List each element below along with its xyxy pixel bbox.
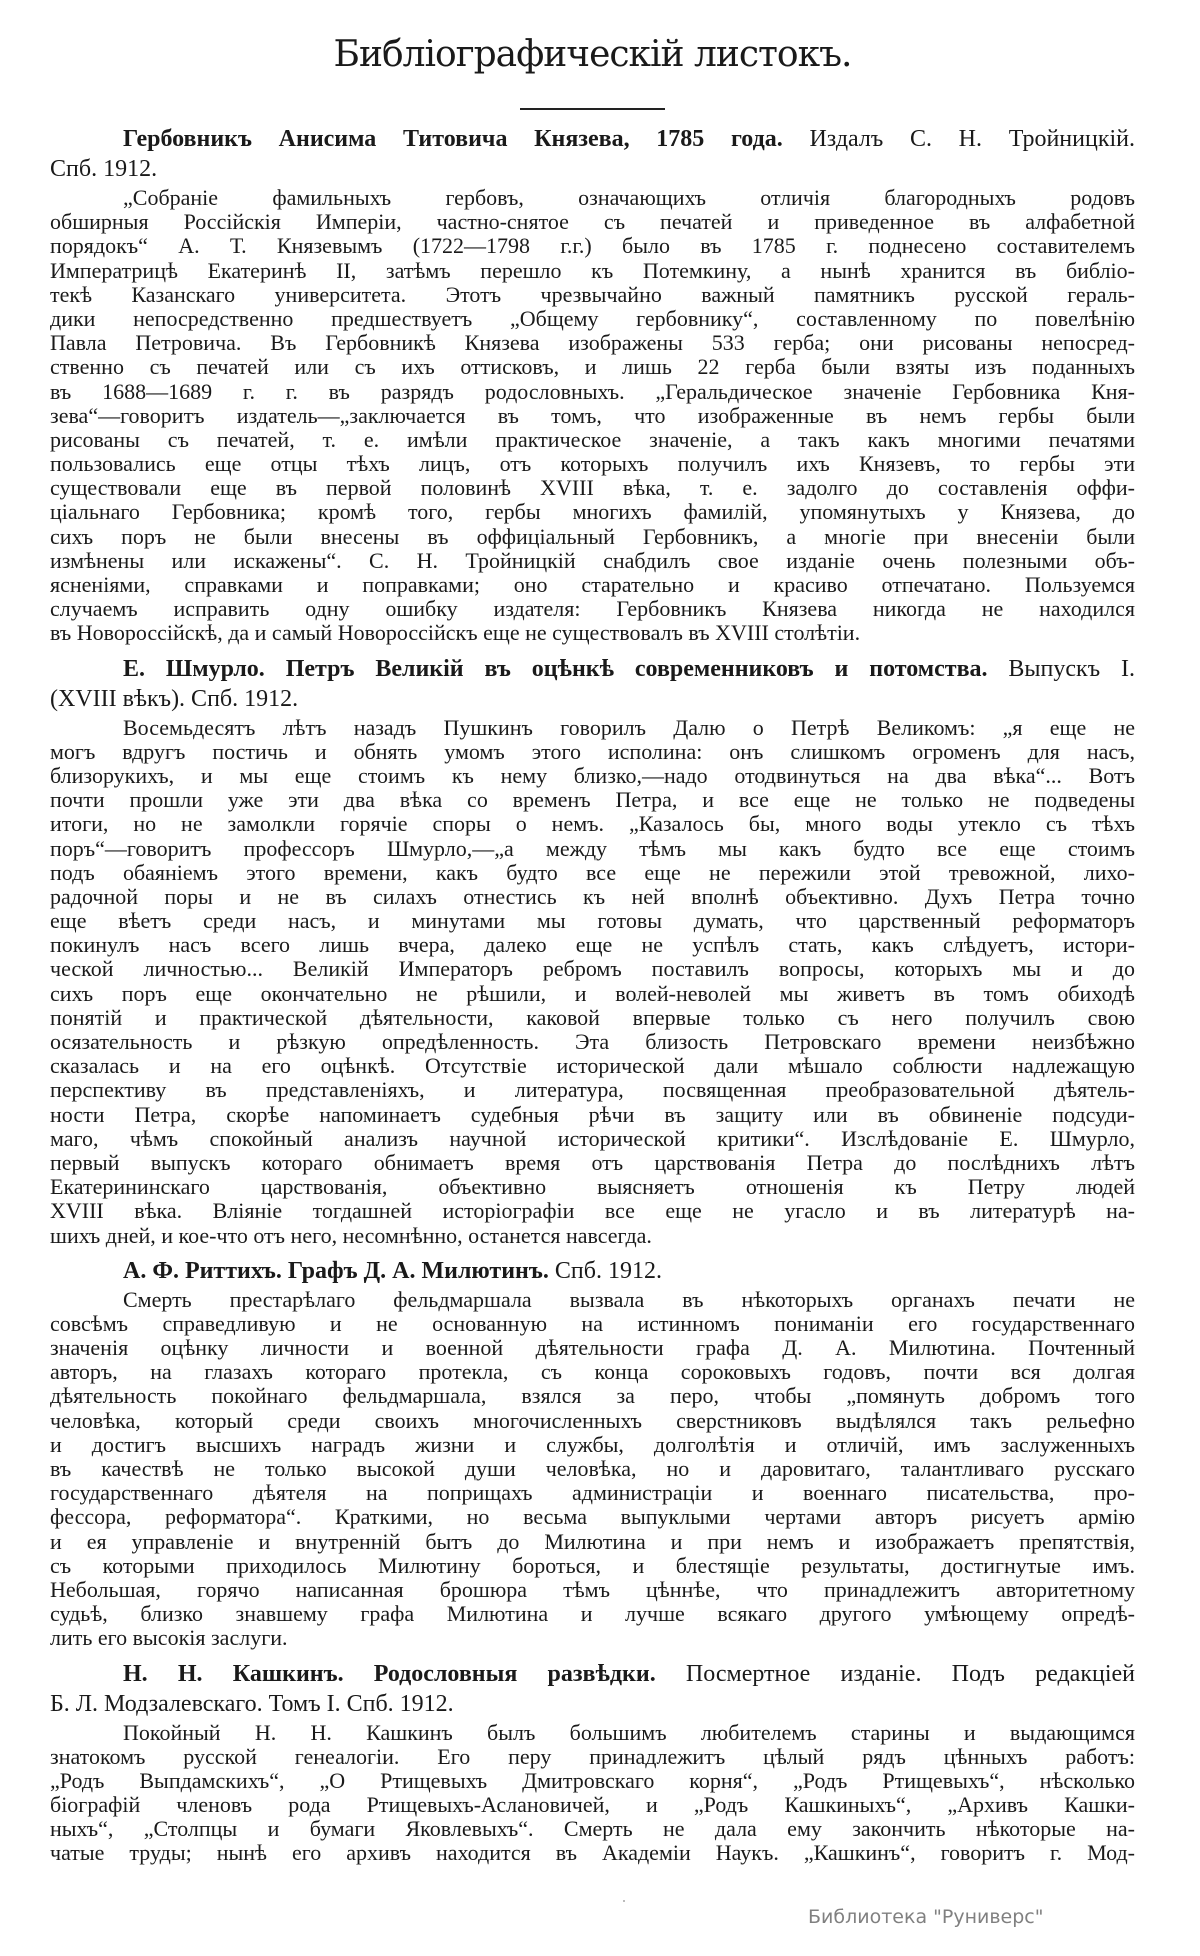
bibliography-entry xyxy=(50,1659,1135,1866)
text-line: сихъ поръ не были внесены въ оффиціальный Гербовникъ, а многіе при внесеніи были xyxy=(50,524,1135,549)
text-line: судьѣ, близко знавшему графа Милютина и лучше всякаго другого умѣющему опредѣ- xyxy=(50,1602,1135,1627)
entry-publication-info: Посмертное изданіе. Подъ редакціей xyxy=(655,1660,1135,1687)
text-line: сказалась и на его оцѣнкѣ. Отсутствіе исторической дали мѣшало соблюсти надлежащую xyxy=(50,1054,1135,1079)
text-line: знатокомъ русской генеалогіи. Его перу принадлежитъ цѣлый рядъ цѣнныхъ работъ: xyxy=(50,1744,1135,1769)
text-line: поръ“—говоритъ профессоръ Шмурло,—„а между тѣмъ мы какъ будто все еще стоимъ xyxy=(50,836,1135,861)
text-line: и ея управленіе и внутренній бытъ до Милютина и при немъ и изображаетъ препятствія, xyxy=(50,1529,1135,1554)
text-line: Восемьдесятъ лѣтъ назадъ Пушкинъ говорилъ Далю о Петрѣ Великомъ: „я еще не xyxy=(123,715,1135,740)
text-line: покинулъ насъ всего лишь вчера, далеко еще не успѣлъ стать, какъ слѣдуетъ, истори- xyxy=(50,933,1135,958)
text-line: шихъ дней, и кое-что отъ него, несомнѣнно, останется навсегда. xyxy=(50,1223,652,1248)
text-line: сихъ поръ еще окончательно не рѣшили, и волей-неволей мы живетъ въ томъ обиходѣ xyxy=(50,981,1135,1006)
text-line: почти прошли уже эти два вѣка со временъ Петра, и все еще не только не подведены xyxy=(50,788,1135,813)
text-line: въ Новороссійскѣ, да и самый Новороссійскъ еще не существовалъ въ XVIII столѣтіи. xyxy=(50,621,861,646)
entry-title: Н. Н. Кашкинъ. Родословныя развѣдки. xyxy=(123,1660,656,1687)
entry-body xyxy=(50,1721,1135,1866)
text-line: случаемъ исправить одну ошибку издателя: Гербовникъ Князева никогда не находился xyxy=(50,597,1135,622)
text-line: авторъ, на глазахъ котораго протекла, съ конца сороковыхъ годовъ, почти вся долгая xyxy=(50,1360,1135,1385)
text-line: въ 1688—1689 г. г. въ разрядъ родословныхъ. „Геральдическое значеніе Гербовника Кня- xyxy=(50,379,1135,404)
text-line: обширныя Россійскія Имперіи, частно-снятое съ печатей и приведенное въ алфабетной xyxy=(50,210,1135,235)
text-line: дѣятельность покойнаго фельдмаршала, взялся за перо, чтобы „помянуть добромъ того xyxy=(50,1384,1135,1409)
text-line: „Собраніе фамильныхъ гербовъ, означающихъ отличія благородныхъ родовъ xyxy=(123,186,1135,210)
document-page xyxy=(50,0,1135,1866)
entry-publication-info: Издалъ С. Н. Тройницкій. xyxy=(782,126,1135,152)
text-line: „Родъ Выпдамскихъ“, „О Ртищевыхъ Дмитровскаго корня“, „Родъ Ртищевыхъ“, нѣсколько xyxy=(50,1768,1135,1793)
entry-heading xyxy=(50,1659,1135,1689)
text-line: близорукихъ, и мы еще стоимъ къ нему близко,—надо отодвинуться на два вѣка“... Вотъ xyxy=(50,763,1135,788)
entry-title: Е. Шмурло. Петръ Великій въ оцѣнкѣ современниковъ и потомства. xyxy=(123,655,988,682)
entry-heading xyxy=(50,654,1135,684)
text-line: ціальнаго Гербовника; кромѣ того, гербы многихъ фамилій, упомянутыхъ у Князева, до xyxy=(50,500,1135,525)
text-line: лить его высокія заслуги. xyxy=(50,1626,288,1651)
text-line: XVIII вѣка. Вліяніе тогдашней исторіографіи все еще не угасло и въ литературѣ на- xyxy=(50,1199,1135,1224)
text-line: подъ обаяніемъ этого времени, какъ будто все еще не пережили этой тревожной, лихо- xyxy=(50,860,1135,885)
bibliography-entry xyxy=(50,124,1135,646)
page-footer xyxy=(0,1896,1200,1956)
text-line: совсѣмъ справедливую и не основанную на истинномъ пониманіи его государственнаго xyxy=(50,1311,1135,1336)
text-line: первый выпускъ котораго обнимаетъ время отъ царствованія Петра до послѣднихъ лѣтъ xyxy=(50,1150,1135,1175)
bibliography-entry xyxy=(50,654,1135,1248)
text-line: чатые труды; нынѣ его архивъ находится въ Академіи Наукъ. „Кашкинъ“, говоритъ г. Мод- xyxy=(50,1841,1135,1866)
text-line: осязательность и рѣзкую опредѣленность. Эта близость Петровскаго времени неизбѣжно xyxy=(50,1030,1135,1054)
text-line: ности Петра, скорѣе напоминаетъ судебныя рѣчи въ защиту или въ обвиненіе подсуди- xyxy=(50,1102,1135,1127)
text-line: въ качествѣ не только высокой души человѣка, но и даровитаго, талантливаго русскаго xyxy=(50,1457,1135,1481)
text-line: Покойный Н. Н. Кашкинъ былъ большимъ любителемъ старины и выдающимся xyxy=(123,1720,1135,1745)
text-line: Небольшая, горячо написанная брошюра тѣмъ цѣннѣе, что принадлежитъ авторитетному xyxy=(50,1577,1135,1602)
text-line: ныхъ“, „Столпцы и бумаги Яковлевыхъ“. Смерть не дала ему закончить нѣкоторые на- xyxy=(50,1817,1135,1842)
text-line: перспективу въ представленіяхъ, и литература, посвященная преобразовательной дѣятель- xyxy=(50,1078,1135,1103)
text-line: человѣка, который среди своихъ многочисленныхъ сверстниковъ выдѣлялся такъ рельефно xyxy=(50,1408,1135,1433)
entry-heading xyxy=(50,124,1135,154)
text-line: ческой личностью... Великій Императоръ ребромъ поставилъ вопросы, которыхъ мы и до xyxy=(50,957,1135,982)
text-line: Екатерининскаго царствованія, объективно выясняетъ отношенія къ Петру людей xyxy=(50,1175,1135,1200)
text-line: Императрицѣ Екатеринѣ II, затѣмъ перешло къ Потемкину, а нынѣ хранится въ библіо- xyxy=(50,258,1135,283)
text-line: порядокъ“ А. Т. Князевымъ (1722—1798 г.г.) было въ 1785 г. поднесено составителемъ xyxy=(50,234,1135,259)
text-line: текѣ Казанскаго университета. Этотъ чрезвычайно важный памятникъ русской гераль- xyxy=(50,282,1135,307)
text-line: съ которыми приходилось Милютину бороться, и блестящіе результаты, достигнутые имъ. xyxy=(50,1553,1135,1578)
text-line: рисованы съ печатей, т. е. имѣли практическое значеніе, а такъ какъ многими печатями xyxy=(50,427,1135,452)
bibliography-entry xyxy=(50,1256,1135,1651)
entry-heading-continuation: (XVIII вѣкъ). Спб. 1912. xyxy=(50,685,299,712)
page-title: Библіографическій листокъ. xyxy=(333,34,852,75)
text-line: измѣнены или искажены“. С. Н. Тройницкій снабдилъ свое изданіе очень полезными объ- xyxy=(50,548,1135,573)
entry-body xyxy=(50,716,1135,1248)
scan-speck xyxy=(623,1900,625,1902)
text-line: Павла Петровича. Въ Гербовникѣ Князева изображены 533 герба; они рисованы непосред- xyxy=(50,331,1135,356)
entry-heading-continuation: Б. Л. Модзалевскаго. Томъ I. Спб. 1912. xyxy=(50,1690,454,1717)
text-line: еще вѣетъ среди насъ, и минутами мы готовы думать, что царственный реформаторъ xyxy=(50,909,1135,934)
entry-publication-info: Спб. 1912. xyxy=(548,1257,662,1284)
text-line: радочной поры и не въ силахъ отнестись къ ней вполнѣ объективно. Духъ Петра точно xyxy=(50,884,1135,909)
entry-heading xyxy=(50,1256,1135,1286)
entry-heading-continuation: Спб. 1912. xyxy=(50,156,158,182)
entries-container xyxy=(50,124,1135,1866)
text-line: фессора, реформатора“. Краткими, но весьма выпуклыми чертами авторъ рисуетъ армію xyxy=(50,1505,1135,1530)
text-line: и достигъ высшихъ наградъ жизни и службы, долголѣтія и отличій, имъ заслуженныхъ xyxy=(50,1432,1135,1457)
text-line: маго, чѣмъ спокойный анализъ научной исторической критики“. Изслѣдованіе Е. Шмурло, xyxy=(50,1126,1135,1151)
text-line: ясненіями, справками и поправками; оно старательно и красиво отпечатано. Пользуемся xyxy=(50,573,1135,597)
text-line: понятій и практической дѣятельности, каковой впервые только съ него получилъ свою xyxy=(50,1005,1135,1030)
text-line: значенія оцѣнку личности и военной дѣятельности графа Д. А. Милютина. Почтенный xyxy=(50,1336,1135,1361)
text-line: государственнаго дѣятеля на поприщахъ администраціи и военнаго писательства, про- xyxy=(50,1481,1135,1506)
entry-publication-info: Выпускъ I. xyxy=(987,655,1135,682)
entry-body xyxy=(50,1288,1135,1651)
text-line: существовали еще въ первой половинѣ XVIII вѣка, т. е. задолго до составленія оффи- xyxy=(50,476,1135,501)
text-line: біографій членовъ рода Ртищевыхъ-Аслановичей, и „Родъ Кашкиныхъ“, „Архивъ Кашки- xyxy=(50,1793,1135,1818)
text-line: ственно съ печатей или съ ихъ оттисковъ, и лишь 22 герба были взяты изъ поданныхъ xyxy=(50,355,1135,380)
library-watermark: Библиотека "Руниверс" xyxy=(808,1905,1044,1928)
text-line: итоги, но не замолкли горячіе споры о немъ. „Казалось бы, много воды утекло съ тѣхъ xyxy=(50,812,1135,837)
entry-body xyxy=(50,186,1135,646)
text-line: Смерть престарѣлаго фельдмаршала вызвала въ нѣкоторыхъ органахъ печати не xyxy=(123,1287,1135,1312)
text-line: зева“—говоритъ издатель—„заключается въ томъ, что изображенные въ немъ гербы были xyxy=(50,403,1135,428)
entry-title: Гербовникъ Анисима Титовича Князева, 1785 года. xyxy=(123,126,783,152)
title-divider xyxy=(520,108,665,110)
entry-title: А. Ф. Риттихъ. Графъ Д. А. Милютинъ. xyxy=(123,1257,549,1284)
text-line: пользовались еще отцы тѣхъ лицъ, отъ которыхъ получилъ ихъ Князевъ, то гербы эти xyxy=(50,452,1135,477)
text-line: могъ вдругъ постичь и обнять умомъ этого исполина: онъ слишкомъ огроменъ для насъ, xyxy=(50,739,1135,764)
text-line: дики непосредственно предшествуетъ „Общему гербовнику“, составленному по повелѣнію xyxy=(50,306,1135,331)
